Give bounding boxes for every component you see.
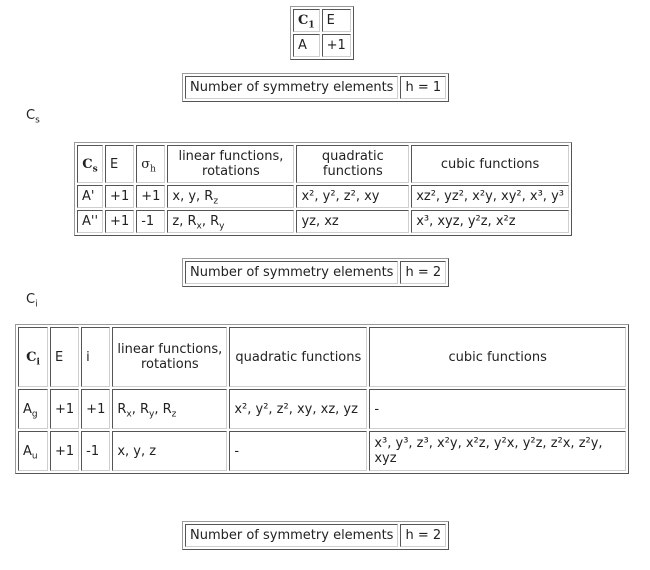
order-value: h = 2	[400, 261, 446, 284]
table-row	[18, 431, 626, 471]
cubic-functions: x³, xyz, y²z, x²z	[411, 210, 569, 233]
character-value: +1	[81, 389, 110, 429]
linear-header: linear functions, rotations	[112, 327, 227, 387]
character-value: -1	[81, 431, 110, 471]
c1-character-table	[290, 6, 354, 60]
table-row	[18, 389, 626, 429]
character-value: +1	[105, 185, 134, 208]
table-row	[18, 327, 626, 387]
character-value: -1	[136, 210, 165, 233]
cubic-header: cubic functions	[369, 327, 626, 387]
operation-header: $\sigma_h$	[136, 145, 165, 183]
order-box	[182, 258, 449, 287]
section-title-cs: $C_s$	[26, 108, 40, 126]
character-value: +1	[105, 210, 134, 233]
irrep-label: $A_g$	[18, 389, 48, 429]
table-row	[77, 145, 569, 183]
character-value: +1	[50, 431, 79, 471]
linear-functions: z, $R_x$, $R_y$	[167, 210, 294, 233]
point-group-label: $C_s$	[77, 145, 103, 183]
order-box	[182, 73, 449, 102]
cubic-functions: x³, y³, z³, x²y, x²z, y²x, y²z, z²x, z²y, xyz	[369, 431, 626, 471]
ci-character-table	[15, 324, 629, 474]
operation-header: i	[81, 327, 110, 387]
section-title-ci: $C_i$	[26, 292, 38, 310]
table-row	[293, 34, 351, 57]
irrep-label: A''	[77, 210, 103, 233]
linear-functions: $R_x$, $R_y$, $R_z$	[112, 389, 227, 429]
quadratic-header: quadratic functions	[229, 327, 367, 387]
quadratic-header: quadratic functions	[296, 145, 409, 183]
quadratic-functions: -	[229, 431, 367, 471]
point-group-label: $C_1$	[293, 9, 320, 32]
table-row	[77, 210, 569, 233]
point-group-label: $C_i$	[18, 327, 48, 387]
order-value: h = 2	[400, 524, 446, 547]
order-box	[182, 521, 449, 550]
cubic-functions: -	[369, 389, 626, 429]
order-value: h = 1	[400, 76, 446, 99]
operation-header: E	[50, 327, 79, 387]
irrep-label: A'	[77, 185, 103, 208]
character-value: +1	[136, 185, 165, 208]
quadratic-functions: x², y², z², xy	[296, 185, 409, 208]
operation-header: E	[105, 145, 134, 183]
linear-header: linear functions, rotations	[167, 145, 294, 183]
linear-functions: x, y, $R_z$	[167, 185, 294, 208]
irrep-label: $A_u$	[18, 431, 48, 471]
operation-header: E	[322, 9, 351, 32]
table-row	[293, 9, 351, 32]
quadratic-functions: x², y², z², xy, xz, yz	[229, 389, 367, 429]
cubic-header: cubic functions	[411, 145, 569, 183]
linear-functions: x, y, z	[112, 431, 227, 471]
order-label: Number of symmetry elements	[185, 261, 398, 284]
order-label: Number of symmetry elements	[185, 76, 398, 99]
character-value: +1	[322, 34, 351, 57]
table-row	[77, 185, 569, 208]
irrep-label: A	[293, 34, 320, 57]
order-label: Number of symmetry elements	[185, 524, 398, 547]
character-value: +1	[50, 389, 79, 429]
quadratic-functions: yz, xz	[296, 210, 409, 233]
cubic-functions: xz², yz², x²y, xy², x³, y³	[411, 185, 569, 208]
cs-character-table	[74, 142, 572, 236]
